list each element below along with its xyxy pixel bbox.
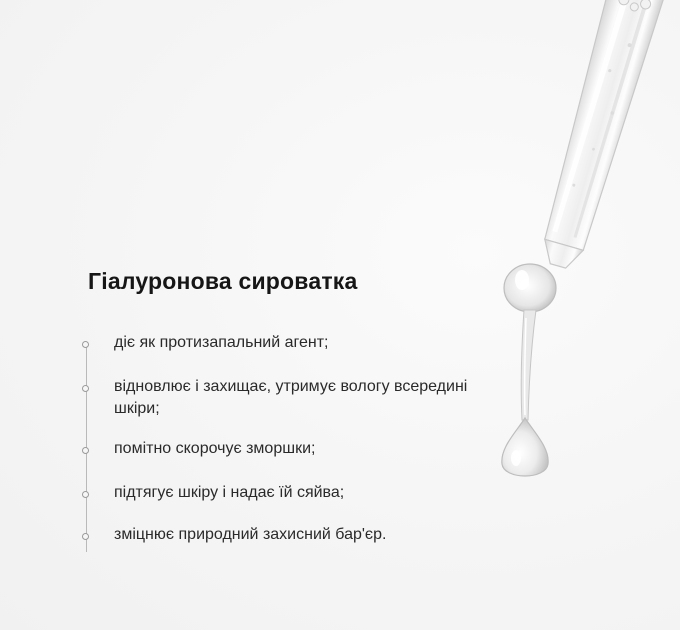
list-item-text: зміцнює природний захисний бар'єр. [114,526,387,543]
bullet-circle-icon [82,341,89,348]
bullet-circle-icon [82,533,89,540]
list-item-text: відновлює і захищає, утримує вологу всередині шкіри; [114,378,468,417]
list-item-text: діє як протизапальний агент; [114,334,329,351]
benefits-list [80,332,500,562]
list-item-text: підтягує шкіру і надає їй сяйва; [114,484,345,501]
serum-dropper-icon [450,0,680,500]
list-item-text: помітно скорочує зморшки; [114,440,316,457]
bullet-circle-icon [82,385,89,392]
bullet-circle-icon [82,491,89,498]
page-title: Гіалуронова сироватка [88,268,358,294]
bullet-circle-icon [82,447,89,454]
